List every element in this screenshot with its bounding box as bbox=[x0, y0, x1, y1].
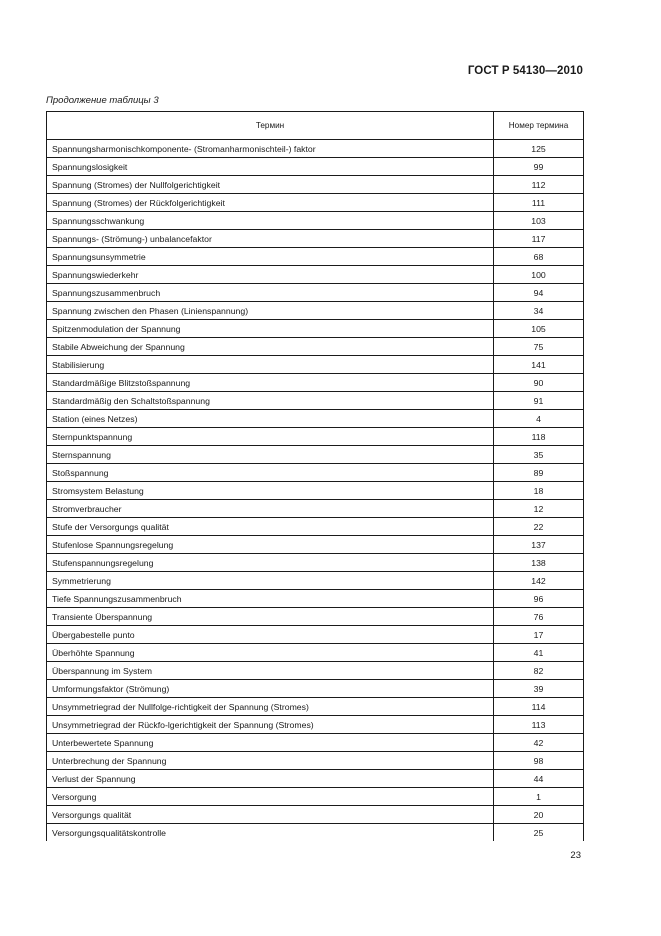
term-cell: Sternspannung bbox=[47, 446, 494, 464]
term-number-cell: 1 bbox=[494, 788, 584, 806]
term-number-cell: 103 bbox=[494, 212, 584, 230]
column-header-term: Термин bbox=[47, 112, 494, 140]
term-number-cell: 22 bbox=[494, 518, 584, 536]
table-row bbox=[47, 194, 584, 212]
term-cell: Spannungsunsymmetrie bbox=[47, 248, 494, 266]
term-cell: Unterbrechung der Spannung bbox=[47, 752, 494, 770]
term-cell: Transiente Überspannung bbox=[47, 608, 494, 626]
term-cell: Spannungs- (Strömung-) unbalancefaktor bbox=[47, 230, 494, 248]
term-cell: Spannungsharmonischkomponente- (Stromanharmonischteil-) faktor bbox=[47, 140, 494, 158]
table-row bbox=[47, 788, 584, 806]
term-cell: Stromsystem Belastung bbox=[47, 482, 494, 500]
table-row bbox=[47, 770, 584, 788]
table-caption: Продолжение таблицы 3 bbox=[46, 95, 159, 106]
term-number-cell: 39 bbox=[494, 680, 584, 698]
table-row bbox=[47, 410, 584, 428]
table-row bbox=[47, 176, 584, 194]
term-cell: Überhöhte Spannung bbox=[47, 644, 494, 662]
document-standard-number: ГОСТ Р 54130—2010 bbox=[467, 65, 583, 77]
term-cell: Tiefe Spannungszusammenbruch bbox=[47, 590, 494, 608]
term-number-cell: 90 bbox=[494, 374, 584, 392]
term-cell: Stabilisierung bbox=[47, 356, 494, 374]
table-row bbox=[47, 230, 584, 248]
term-cell: Unterbewertete Spannung bbox=[47, 734, 494, 752]
term-cell: Stoßspannung bbox=[47, 464, 494, 482]
table-row bbox=[47, 374, 584, 392]
table-row bbox=[47, 140, 584, 158]
term-number-cell: 76 bbox=[494, 608, 584, 626]
term-number-cell: 89 bbox=[494, 464, 584, 482]
term-cell: Spannungszusammenbruch bbox=[47, 284, 494, 302]
table-row bbox=[47, 338, 584, 356]
term-cell: Spannungswiederkehr bbox=[47, 266, 494, 284]
term-number-cell: 91 bbox=[494, 392, 584, 410]
page-number: 23 bbox=[570, 850, 581, 861]
table-row bbox=[47, 554, 584, 572]
term-cell: Symmetrierung bbox=[47, 572, 494, 590]
table-row bbox=[47, 392, 584, 410]
table-row bbox=[47, 356, 584, 374]
table-row bbox=[47, 824, 584, 842]
term-cell: Überspannung im System bbox=[47, 662, 494, 680]
term-cell: Unsymmetriegrad der Nullfolge-richtigkeit der Spannung (Stromes) bbox=[47, 698, 494, 716]
table-row bbox=[47, 266, 584, 284]
table-row bbox=[47, 302, 584, 320]
table-row bbox=[47, 320, 584, 338]
term-number-cell: 18 bbox=[494, 482, 584, 500]
term-number-cell: 96 bbox=[494, 590, 584, 608]
term-number-cell: 35 bbox=[494, 446, 584, 464]
term-cell: Spannungslosigkeit bbox=[47, 158, 494, 176]
table-body bbox=[47, 140, 584, 842]
term-number-cell: 41 bbox=[494, 644, 584, 662]
term-cell: Spitzenmodulation der Spannung bbox=[47, 320, 494, 338]
table-row bbox=[47, 626, 584, 644]
table-row bbox=[47, 500, 584, 518]
table-row bbox=[47, 446, 584, 464]
term-cell: Stufenspannungsregelung bbox=[47, 554, 494, 572]
term-cell: Stromverbraucher bbox=[47, 500, 494, 518]
term-cell: Stabile Abweichung der Spannung bbox=[47, 338, 494, 356]
term-number-cell: 25 bbox=[494, 824, 584, 842]
term-cell: Übergabestelle punto bbox=[47, 626, 494, 644]
table-row bbox=[47, 248, 584, 266]
term-cell: Umformungsfaktor (Strömung) bbox=[47, 680, 494, 698]
term-cell: Sternpunktspannung bbox=[47, 428, 494, 446]
table-row bbox=[47, 536, 584, 554]
table-row bbox=[47, 680, 584, 698]
term-number-cell: 98 bbox=[494, 752, 584, 770]
table-row bbox=[47, 428, 584, 446]
table-row bbox=[47, 752, 584, 770]
terms-table bbox=[46, 111, 584, 841]
table-row bbox=[47, 158, 584, 176]
term-number-cell: 111 bbox=[494, 194, 584, 212]
term-cell: Versorgung bbox=[47, 788, 494, 806]
term-number-cell: 42 bbox=[494, 734, 584, 752]
table-row bbox=[47, 518, 584, 536]
term-number-cell: 12 bbox=[494, 500, 584, 518]
term-number-cell: 4 bbox=[494, 410, 584, 428]
table-row bbox=[47, 716, 584, 734]
term-number-cell: 68 bbox=[494, 248, 584, 266]
term-cell: Station (eines Netzes) bbox=[47, 410, 494, 428]
term-number-cell: 105 bbox=[494, 320, 584, 338]
table-row bbox=[47, 644, 584, 662]
column-header-number: Номер термина bbox=[494, 112, 584, 140]
table-row bbox=[47, 482, 584, 500]
table-row bbox=[47, 734, 584, 752]
table-row bbox=[47, 212, 584, 230]
term-number-cell: 75 bbox=[494, 338, 584, 356]
term-number-cell: 44 bbox=[494, 770, 584, 788]
term-number-cell: 117 bbox=[494, 230, 584, 248]
term-number-cell: 137 bbox=[494, 536, 584, 554]
term-number-cell: 94 bbox=[494, 284, 584, 302]
term-cell: Stufe der Versorgungs qualität bbox=[47, 518, 494, 536]
term-number-cell: 138 bbox=[494, 554, 584, 572]
term-cell: Spannung zwischen den Phasen (Linienspannung) bbox=[47, 302, 494, 320]
term-cell: Spannungsschwankung bbox=[47, 212, 494, 230]
term-cell: Standardmäßige Blitzstoßspannung bbox=[47, 374, 494, 392]
term-number-cell: 99 bbox=[494, 158, 584, 176]
term-cell: Spannung (Stromes) der Rückfolgerichtigkeit bbox=[47, 194, 494, 212]
table-header-row bbox=[47, 112, 584, 140]
term-number-cell: 113 bbox=[494, 716, 584, 734]
term-number-cell: 118 bbox=[494, 428, 584, 446]
table-row bbox=[47, 698, 584, 716]
table-row bbox=[47, 464, 584, 482]
table-row bbox=[47, 806, 584, 824]
term-number-cell: 142 bbox=[494, 572, 584, 590]
table-row bbox=[47, 572, 584, 590]
term-number-cell: 34 bbox=[494, 302, 584, 320]
term-number-cell: 20 bbox=[494, 806, 584, 824]
term-cell: Versorgungsqualitätskontrolle bbox=[47, 824, 494, 842]
term-cell: Spannung (Stromes) der Nullfolgerichtigkeit bbox=[47, 176, 494, 194]
term-cell: Stufenlose Spannungsregelung bbox=[47, 536, 494, 554]
term-number-cell: 112 bbox=[494, 176, 584, 194]
term-number-cell: 82 bbox=[494, 662, 584, 680]
table-row bbox=[47, 284, 584, 302]
term-number-cell: 17 bbox=[494, 626, 584, 644]
term-cell: Versorgungs qualität bbox=[47, 806, 494, 824]
term-cell: Verlust der Spannung bbox=[47, 770, 494, 788]
table-row bbox=[47, 590, 584, 608]
table-row bbox=[47, 608, 584, 626]
term-number-cell: 141 bbox=[494, 356, 584, 374]
term-number-cell: 114 bbox=[494, 698, 584, 716]
term-cell: Unsymmetriegrad der Rückfo-lgerichtigkeit der Spannung (Stromes) bbox=[47, 716, 494, 734]
term-cell: Standardmäßig den Schaltstoßspannung bbox=[47, 392, 494, 410]
term-number-cell: 125 bbox=[494, 140, 584, 158]
term-number-cell: 100 bbox=[494, 266, 584, 284]
table-row bbox=[47, 662, 584, 680]
